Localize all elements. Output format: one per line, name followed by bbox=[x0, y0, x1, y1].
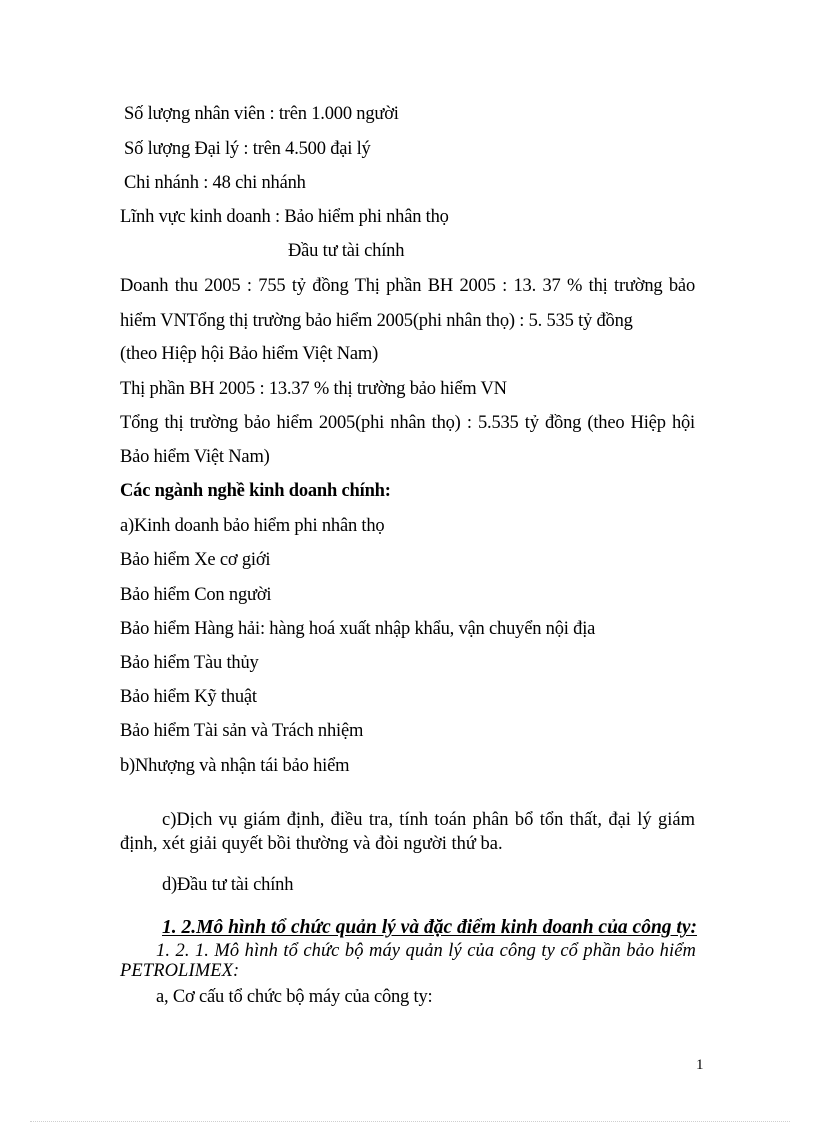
list-item-property-liability-insurance: Bảo hiểm Tài sản và Trách nhiệm bbox=[120, 721, 364, 741]
market-total-line: hiểm VNTổng thị trường bảo hiểm 2005(phi nhân thọ) : 5. 535 tỷ đồng bbox=[120, 311, 633, 331]
business-field-line: Lĩnh vực kinh doanh : Bảo hiểm phi nhân thọ bbox=[120, 207, 449, 227]
list-item-vehicle-insurance: Bảo hiểm Xe cơ giới bbox=[120, 550, 271, 570]
list-item-engineering-insurance: Bảo hiểm Kỹ thuật bbox=[120, 687, 257, 707]
list-item-personal-insurance: Bảo hiểm Con người bbox=[120, 585, 272, 605]
list-item-a: a)Kinh doanh bảo hiểm phi nhân thọ bbox=[120, 516, 385, 536]
list-item-c-paragraph: c)Dịch vụ giám định, điều tra, tính toán phân bổ tổn thất, đại lý giám định, xét giải quyết bồi thường và đòi người thứ ba. bbox=[120, 810, 695, 854]
market-total-line-2: Tổng thị trường bảo hiểm 2005(phi nhân thọ) : 5.535 tỷ đồng (theo Hiệp hội bbox=[120, 413, 695, 433]
page-number: 1 bbox=[696, 1057, 704, 1073]
list-item-d: d)Đầu tư tài chính bbox=[162, 875, 294, 895]
section-subheading: 1. 2. 1. Mô hình tổ chức bộ máy quản lý của công ty cổ phần bảo hiểm PETROLIMEX: bbox=[120, 941, 696, 981]
employee-count-line: Số lượng nhân viên : trên 1.000 người bbox=[124, 104, 399, 124]
source-note-line: (theo Hiệp hội Bảo hiểm Việt Nam) bbox=[120, 344, 379, 364]
agent-count-line: Số lượng Đại lý : trên 4.500 đại lý bbox=[124, 139, 371, 159]
section-heading: 1. 2.Mô hình tổ chức quản lý và đặc điểm kinh doanh của công ty: bbox=[162, 917, 697, 938]
market-share-line: Thị phần BH 2005 : 13.37 % thị trường bảo hiểm VN bbox=[120, 379, 507, 399]
list-item-hull-insurance: Bảo hiểm Tàu thủy bbox=[120, 653, 259, 673]
branch-count-line: Chi nhánh : 48 chi nhánh bbox=[124, 173, 306, 193]
list-item-b: b)Nhượng và nhận tái bảo hiểm bbox=[120, 756, 350, 776]
org-structure-item: a, Cơ cấu tổ chức bộ máy của công ty: bbox=[156, 987, 433, 1007]
main-business-heading: Các ngành nghề kinh doanh chính: bbox=[120, 481, 391, 501]
revenue-line: Doanh thu 2005 : 755 tỷ đồng Thị phần BH 2005 : 13. 37 % thị trường bảo bbox=[120, 276, 695, 296]
source-note-line-2: Bảo hiểm Việt Nam) bbox=[120, 447, 270, 467]
list-item-marine-insurance: Bảo hiểm Hàng hải: hàng hoá xuất nhập khẩu, vận chuyển nội địa bbox=[120, 619, 596, 639]
business-field-investment-line: Đầu tư tài chính bbox=[288, 241, 405, 261]
page-bottom-divider bbox=[30, 1121, 790, 1122]
